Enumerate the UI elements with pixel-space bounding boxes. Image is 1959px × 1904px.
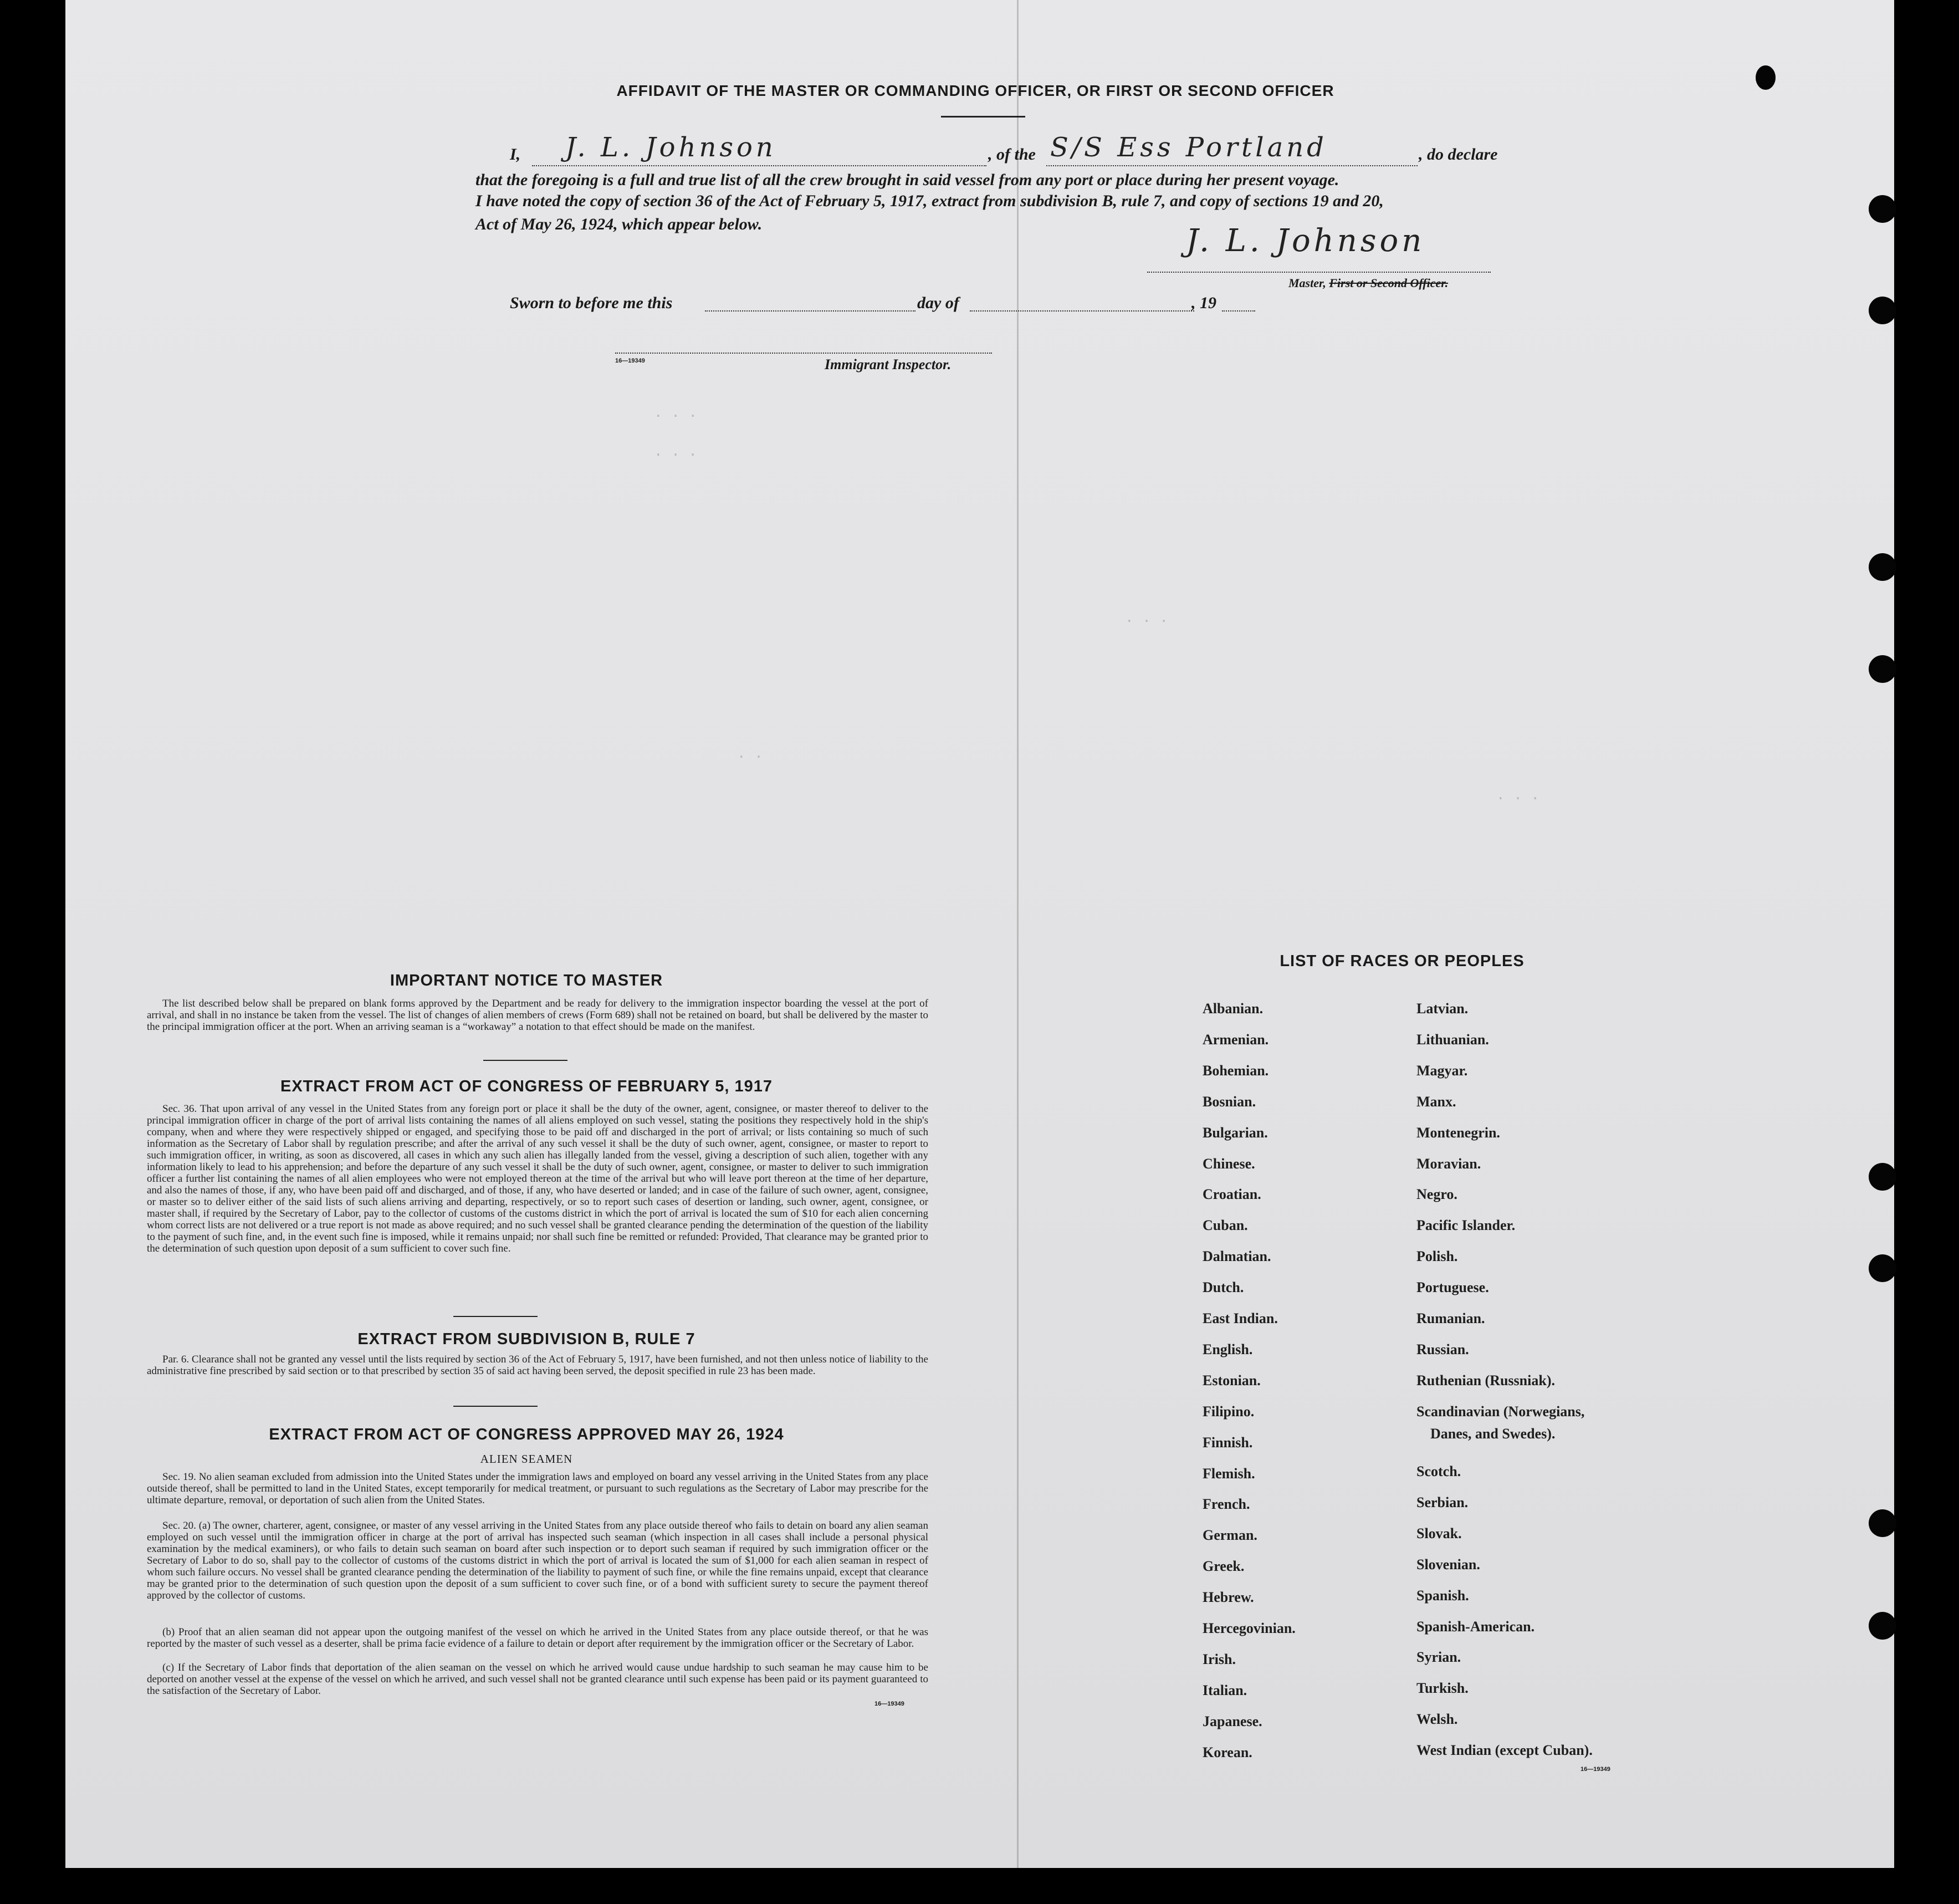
year-label: , 19 (1191, 294, 1216, 312)
punch-hole (1869, 655, 1896, 683)
signature-line (1147, 272, 1491, 273)
race-item: Scandinavian (Norwegians, (1416, 1403, 1585, 1420)
vessel-line (1046, 165, 1418, 166)
race-item: Latvian. (1416, 1001, 1469, 1017)
race-item: Italian. (1203, 1682, 1247, 1698)
race-item: Montenegrin. (1416, 1125, 1500, 1141)
extract-1924-subtitle: ALIEN SEAMEN (480, 1452, 573, 1466)
race-item: Korean. (1203, 1744, 1252, 1760)
rule7-body: Par. 6. Clearance shall not be granted any vessel until the lists required by section 36 of the Act of February 5, 1917, have been furnished, and not then unless notice of liability to the administrative fine prescribed by said section or to that prescribed by section 35 of said act having been served, the deposit specified in rule 23 has been made. (147, 1354, 928, 1377)
punch-hole (1869, 553, 1896, 581)
race-item: Spanish. (1416, 1587, 1469, 1604)
punch-hole (1869, 1254, 1896, 1282)
race-item: Ruthenian (Russniak). (1416, 1372, 1555, 1389)
race-item: Armenian. (1203, 1032, 1269, 1048)
race-item: Scotch. (1416, 1463, 1461, 1479)
race-item-continuation: Danes, and Swedes). (1430, 1426, 1556, 1442)
race-item: Welsh. (1416, 1711, 1458, 1727)
race-item: Lithuanian. (1416, 1032, 1489, 1048)
race-item: German. (1203, 1527, 1257, 1543)
affidavit-i: I, (510, 145, 521, 164)
sec19-body: Sec. 19. No alien seaman excluded from admission into the United States under the immigration laws and employed on board any vessel arriving in the United States from any place outside thereof, shall be permitted to land in the United States, except temporarily for medical treatment, or pursuant to such regulations as the Secretary of Labor may prescribe for the ultimate departure, removal, or deportation of such alien from the United States. (147, 1471, 928, 1506)
race-item: Filipino. (1203, 1403, 1255, 1420)
race-item: Flemish. (1203, 1466, 1255, 1482)
bleed-through-mark: . . . (1496, 787, 1540, 804)
race-item: Croatian. (1203, 1186, 1261, 1202)
inspector-line (615, 353, 992, 354)
affidavit-line-3: I have noted the copy of section 36 of the Act of February 5, 1917, extract from subdivision B, rule 7, and copy of sections 19 and 20, (475, 192, 1384, 210)
sec20c-body: (c) If the Secretary of Labor finds that deportation of the alien seaman on the vessel on which he arrived would cause undue hardship to such seaman he may cause him to be deported on another vessel at the expense of the vessel on which he arrived, and such vessel shall not be granted clearance until such expense has been paid or its payment guaranteed to the satisfaction of the Secretary of Labor. (147, 1662, 928, 1697)
signature-caption (1288, 276, 1448, 290)
race-item: Irish. (1203, 1651, 1236, 1667)
inspector-label: Immigrant Inspector. (825, 356, 952, 372)
race-item: Manx. (1416, 1094, 1456, 1110)
race-item: Estonian. (1203, 1372, 1261, 1389)
race-item: English. (1203, 1341, 1253, 1357)
extract-1924-title: EXTRACT FROM ACT OF CONGRESS APPROVED MAY 26, 1924 (269, 1426, 784, 1443)
rule7-title: EXTRACT FROM SUBDIVISION B, RULE 7 (357, 1330, 695, 1348)
race-item: West Indian (except Cuban). (1416, 1742, 1593, 1758)
race-item: East Indian. (1203, 1310, 1278, 1326)
race-item: Slovak. (1416, 1525, 1462, 1541)
race-item: Chinese. (1203, 1156, 1255, 1172)
race-item: Dalmatian. (1203, 1248, 1271, 1264)
race-item: Japanese. (1203, 1713, 1262, 1729)
races-form-number: 16—19349 (1581, 1766, 1610, 1773)
affidavit-form-number: 16—19349 (615, 358, 645, 364)
extract-form-number: 16—19349 (874, 1701, 904, 1707)
year-line (1222, 310, 1255, 312)
race-item: Russian. (1416, 1341, 1469, 1357)
race-item: Albanian. (1203, 1001, 1264, 1017)
notice-body: The list described below shall be prepared on blank forms approved by the Department and be ready for delivery to the immigration inspector boarding the vessel at the port of arrival, and shall in no instance be taken from the vessel. The list of changes of alien members of crews (Form 689) shall not be retained on board, but shall be delivered by the master to the principal immigration officer at the port. When an arriving seaman is a “workaway” a notation to that effect should be made on the manifest. (147, 998, 928, 1033)
race-item: Negro. (1416, 1186, 1457, 1202)
race-item: Hercegovinian. (1203, 1620, 1296, 1636)
races-title: LIST OF RACES OR PEOPLES (1280, 952, 1525, 970)
race-item: Finnish. (1203, 1435, 1253, 1451)
struck-caption: First or Second Officer. (1329, 276, 1449, 290)
punch-hole (1869, 1612, 1896, 1640)
race-item: Hebrew. (1203, 1589, 1254, 1605)
sworn-day-line (705, 310, 915, 312)
race-item: Syrian. (1416, 1649, 1461, 1665)
bleed-through-mark: . . (737, 746, 763, 762)
extract-1917-title: EXTRACT FROM ACT OF CONGRESS OF FEBRUARY 5, 1917 (280, 1078, 773, 1095)
race-item: Moravian. (1416, 1156, 1481, 1172)
affidavit-title: AFFIDAVIT OF THE MASTER OR COMMANDING OFFICER, OR FIRST OR SECOND OFFICER (616, 82, 1334, 99)
race-item: Rumanian. (1416, 1310, 1485, 1326)
race-item: Bohemian. (1203, 1063, 1269, 1079)
race-item: Turkish. (1416, 1680, 1469, 1696)
race-item: Bosnian. (1203, 1094, 1256, 1110)
race-item: French. (1203, 1496, 1250, 1512)
extract-1917-body: Sec. 36. That upon arrival of any vessel in the United States from any foreign port or place it shall be the duty of the owner, agent, consignee, or master thereof to deliver to the principal immigration officer in charge of the port of arrival lists containing the names of all aliens employed on such vessel, stating the positions they respectively hold in the ship's company, when and where they were respectively shipped or engaged, and specifying those to be paid off and discharged in the port of arrival; or lists containing so much of such information as the Secretary of Labor shall by regulation prescribe; and after the arrival of any such vessel it shall be the duty of such owner, agent, consignee, or master to report to such immigration officer, in writing, as soon as discovered, all cases in which any such alien has illegally landed from the vessel, giving a description of such alien, together with any information likely to lead to his apprehension; and before the departure of any such vessel it shall be the duty of such owner, agent, consignee, or master to deliver to such immigration officer a further list containing the names of all alien employees who were not employed thereon at the time of the arrival but who will leave port thereon at the time of her departure, and also the names of those, if any, who have been paid off and discharged, and of those, if any, who have deserted or landed; and in case of the failure of such owner, agent, consignee, or master so to deliver either of the said lists of such aliens arriving and departing, respectively, or so to report such cases of desertion or landing, such owner, agent, consignee, or master shall, if required by the Secretary of Labor, pay to the collector of customs of the customs district in which the port of arrival is located the sum of $10 for each alien concerning whom correct lists are not delivered or a true report is not made as above required; and no such vessel shall be granted clearance pending the determination of the question of the liability to the payment of such fine, and, in the event such fine is imposed, while it remains unpaid; nor shall such fine be remitted or refunded: Provided, That clearance may be granted prior to the determination of such question upon deposit of a sum sufficient to cover such fine. (147, 1103, 928, 1254)
race-item: Portuguese. (1416, 1279, 1489, 1295)
punch-hole (1869, 1163, 1896, 1191)
punch-hole (1869, 1509, 1896, 1537)
bleed-through-mark: . . . (654, 443, 698, 460)
name-line (532, 165, 986, 166)
race-item: Greek. (1203, 1558, 1245, 1574)
bleed-through-mark: . . . (654, 405, 698, 421)
title-rule (941, 116, 1025, 118)
officer-name-handwriting: J. L. Johnson (565, 132, 776, 163)
race-item: Slovenian. (1416, 1556, 1480, 1573)
sworn-label: Sworn to before me this (510, 294, 673, 312)
declare-label: , do declare (1419, 145, 1498, 164)
punch-hole (1756, 65, 1776, 90)
race-item: Magyar. (1416, 1063, 1468, 1079)
race-item: Bulgarian. (1203, 1125, 1268, 1141)
notice-title: IMPORTANT NOTICE TO MASTER (390, 972, 663, 989)
master-caption: Master, (1288, 276, 1326, 290)
race-item: Dutch. (1203, 1279, 1244, 1295)
sec20a-body: Sec. 20. (a) The owner, charterer, agent, consignee, or master of any vessel arriving in the United States from any place outside thereof who fails to detain on board any alien seaman employed on such vessel until the immigration officer in charge at the port of arrival has inspected such seaman (which inspection in all cases shall include a personal physical examination by the medical examiners), or who fails to detain such seaman on board after such inspection or to deport such seaman if required by such immigration officer or the Secretary of Labor to do so, shall pay to the collector of customs of the customs district in which the port of arrival is located the sum of $1,000 for each alien seaman in respect of whom such failure occurs. No vessel shall be granted clearance pending the determination of the liability to payment of such fine, or while the fine remains unpaid, except that clearance may be granted prior to the determination of such question upon the deposit of a sum sufficient to cover such fine, or of a bond with sufficient surety to secure the payment thereof approved by the collector of customs. (147, 1520, 928, 1601)
section-rule (453, 1316, 538, 1317)
vessel-name-handwriting: S/S Ess Portland (1050, 132, 1327, 163)
day-of-label: day of (917, 294, 959, 312)
affidavit-line-2: that the foregoing is a full and true list of all the crew brought in said vessel from any port or place during her present voyage. (475, 171, 1339, 189)
section-rule (453, 1406, 538, 1407)
race-item: Pacific Islander. (1416, 1217, 1516, 1233)
page-fold (1017, 0, 1019, 1868)
section-rule (483, 1060, 567, 1061)
bleed-through-mark: . . . (1125, 610, 1169, 626)
of-the-label: , of the (988, 145, 1036, 164)
race-item: Serbian. (1416, 1494, 1469, 1510)
master-signature: J. L. Johnson (1186, 223, 1425, 259)
punch-hole (1869, 297, 1896, 324)
race-item: Spanish-American. (1416, 1619, 1535, 1635)
punch-hole (1869, 195, 1896, 223)
sec20b-body: (b) Proof that an alien seaman did not appear upon the outgoing manifest of the vessel on which he arrived in the United States from any place outside thereof, or that he was reported by the master of such vessel as a deserter, shall be prima facie evidence of a failure to detain or deport after requirement by the immigration officer or the Secretary of Labor. (147, 1626, 928, 1650)
sworn-month-line (970, 310, 1194, 312)
race-item: Polish. (1416, 1248, 1458, 1264)
race-item: Cuban. (1203, 1217, 1248, 1233)
affidavit-line-4: Act of May 26, 1924, which appear below. (475, 215, 763, 233)
